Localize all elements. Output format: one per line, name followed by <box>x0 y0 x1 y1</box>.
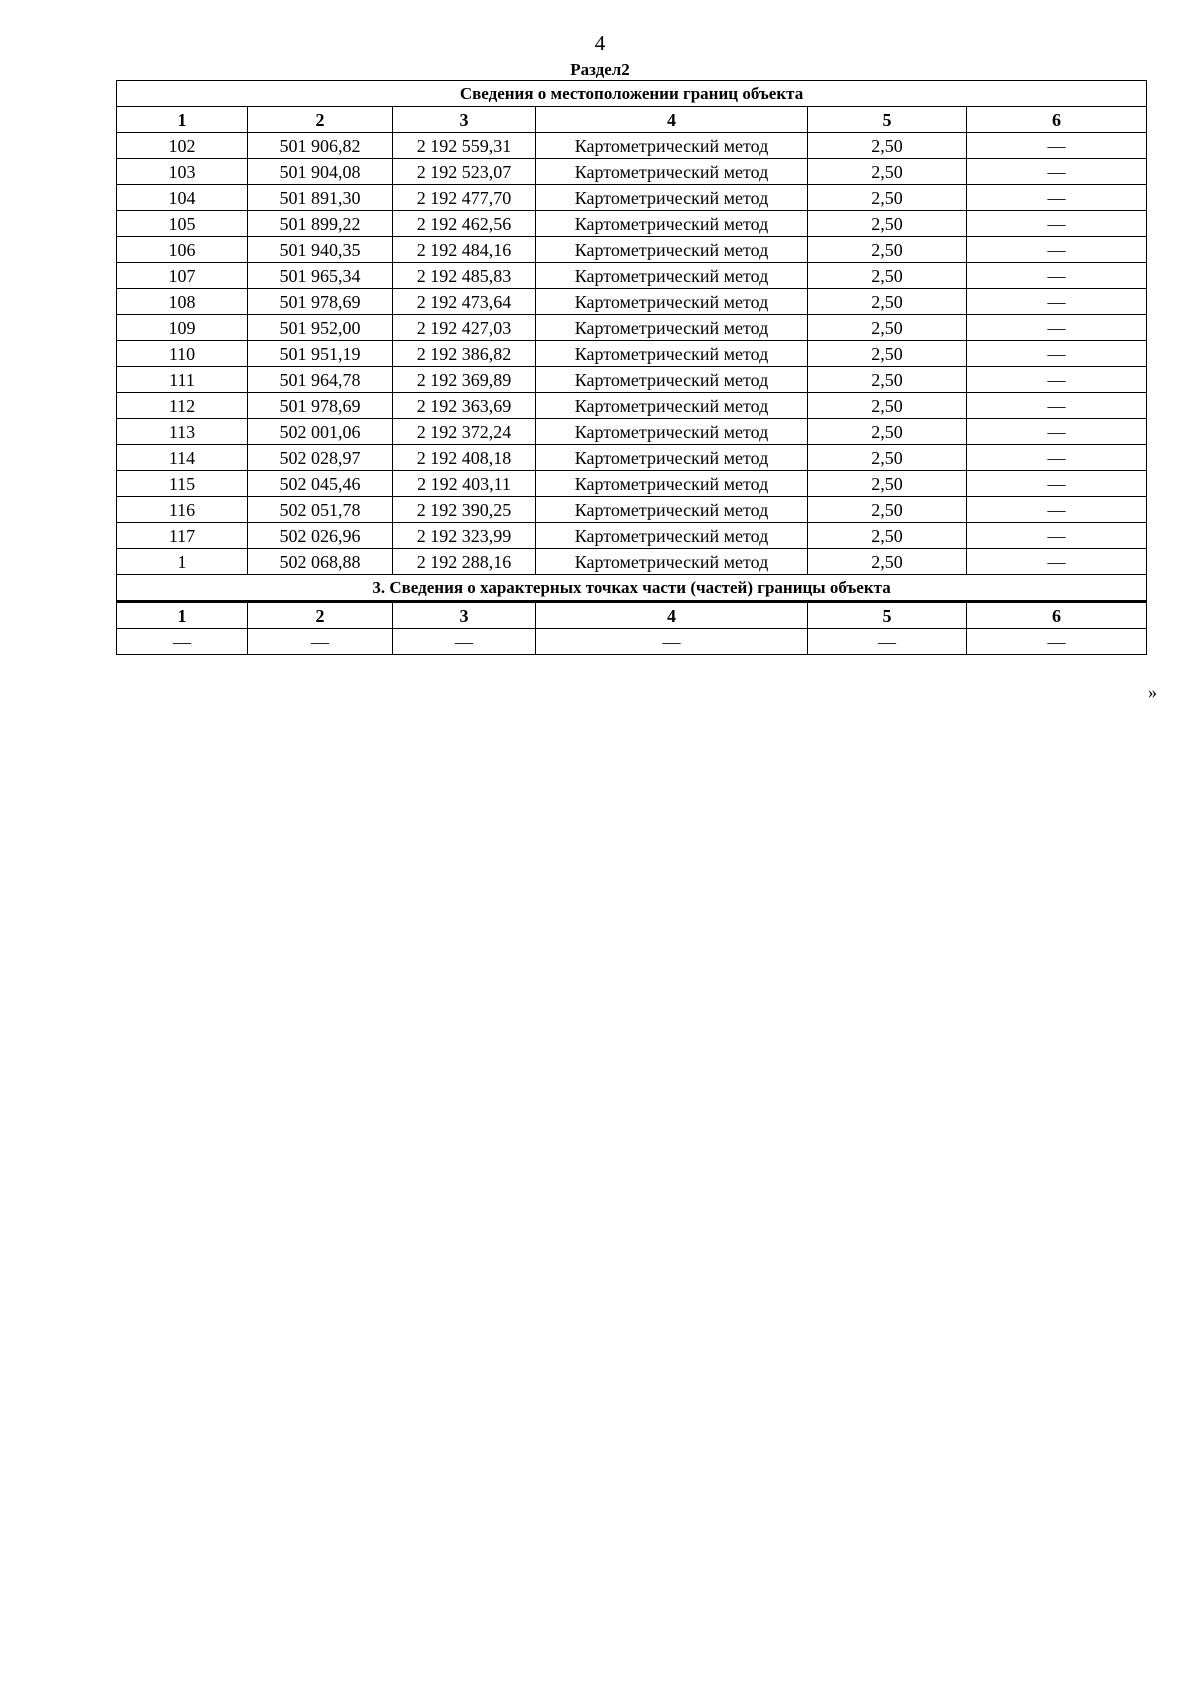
table-row <box>117 367 1147 393</box>
column-number: 4 <box>536 602 808 629</box>
table-cell: 1 <box>117 549 248 575</box>
column-number: 3 <box>393 107 536 133</box>
table-cell: 2 192 288,16 <box>393 549 536 575</box>
table-row <box>117 629 1147 655</box>
table-cell: — <box>967 341 1147 367</box>
table-cell: — <box>967 315 1147 341</box>
table-cell: 2,50 <box>808 289 967 315</box>
table-cell: 2 192 390,25 <box>393 497 536 523</box>
table-row <box>117 133 1147 159</box>
table-row <box>117 419 1147 445</box>
table-cell: 105 <box>117 211 248 237</box>
table-cell: 501 891,30 <box>248 185 393 211</box>
table-cell: Картометрический метод <box>536 445 808 471</box>
table-cell: 501 978,69 <box>248 289 393 315</box>
table-cell: 501 952,00 <box>248 315 393 341</box>
table-cell: Картометрический метод <box>536 419 808 445</box>
table-cell: 502 045,46 <box>248 471 393 497</box>
column-number-row <box>117 602 1147 629</box>
table-cell: 502 001,06 <box>248 419 393 445</box>
table-cell: Картометрический метод <box>536 341 808 367</box>
boundary-points-body <box>117 133 1147 575</box>
page-number: 4 <box>594 31 606 55</box>
table-cell: 501 899,22 <box>248 211 393 237</box>
table-cell: 502 068,88 <box>248 549 393 575</box>
table-cell: Картометрический метод <box>536 315 808 341</box>
table-cell: 501 964,78 <box>248 367 393 393</box>
table-cell: — <box>967 523 1147 549</box>
table-cell: 2,50 <box>808 315 967 341</box>
section-title: Раздел2 <box>570 60 630 79</box>
table-cell: 2,50 <box>808 185 967 211</box>
table-cell: 501 940,35 <box>248 237 393 263</box>
table-cell: 103 <box>117 159 248 185</box>
table-cell: 2,50 <box>808 523 967 549</box>
table-cell: 113 <box>117 419 248 445</box>
table-cell: — <box>967 289 1147 315</box>
table-cell: 111 <box>117 367 248 393</box>
table-cell: 2 192 369,89 <box>393 367 536 393</box>
table-cell: 2,50 <box>808 471 967 497</box>
table-cell: — <box>967 185 1147 211</box>
table-cell: — <box>967 629 1147 655</box>
table-cell: 501 906,82 <box>248 133 393 159</box>
table-cell: 2 192 523,07 <box>393 159 536 185</box>
table-cell: 116 <box>117 497 248 523</box>
table-cell: 501 951,19 <box>248 341 393 367</box>
column-number-row <box>117 107 1147 133</box>
table-cell: 2 192 484,16 <box>393 237 536 263</box>
boundary-coordinates-table <box>116 80 1147 655</box>
closing-quote: » <box>1148 682 1157 702</box>
table-cell: 2 192 477,70 <box>393 185 536 211</box>
column-number: 2 <box>248 602 393 629</box>
table-cell: 115 <box>117 471 248 497</box>
table-row <box>117 523 1147 549</box>
table-row <box>117 263 1147 289</box>
table-cell: 2 192 363,69 <box>393 393 536 419</box>
table-cell: — <box>967 549 1147 575</box>
table-cell: 102 <box>117 133 248 159</box>
table-row <box>117 471 1147 497</box>
column-number: 5 <box>808 602 967 629</box>
table-cell: — <box>967 133 1147 159</box>
table-cell: 501 965,34 <box>248 263 393 289</box>
table-row <box>117 497 1147 523</box>
table-cell: 2,50 <box>808 497 967 523</box>
table-cell: 501 904,08 <box>248 159 393 185</box>
table-cell: 2 192 323,99 <box>393 523 536 549</box>
table-cell: Картометрический метод <box>536 393 808 419</box>
part-points-body <box>117 629 1147 655</box>
table-cell: 502 026,96 <box>248 523 393 549</box>
table-row <box>117 185 1147 211</box>
table-cell: — <box>967 367 1147 393</box>
table-cell: — <box>117 629 248 655</box>
table-cell: 502 051,78 <box>248 497 393 523</box>
table-cell: 501 978,69 <box>248 393 393 419</box>
table-cell: Картометрический метод <box>536 497 808 523</box>
table-cell: Картометрический метод <box>536 185 808 211</box>
table-cell: 2,50 <box>808 263 967 289</box>
table-cell: — <box>967 471 1147 497</box>
table-cell: Картометрический метод <box>536 211 808 237</box>
table-cell: Картометрический метод <box>536 471 808 497</box>
table-cell: 2 192 485,83 <box>393 263 536 289</box>
table-cell: Картометрический метод <box>536 159 808 185</box>
table-cell: 2,50 <box>808 367 967 393</box>
column-number: 6 <box>967 602 1147 629</box>
table-cell: 2 192 386,82 <box>393 341 536 367</box>
table-cell: 106 <box>117 237 248 263</box>
table-cell: 2,50 <box>808 445 967 471</box>
table-row <box>117 159 1147 185</box>
table-cell: — <box>967 445 1147 471</box>
table-cell: Картометрический метод <box>536 523 808 549</box>
table-cell: 2 192 403,11 <box>393 471 536 497</box>
table-cell: 2,50 <box>808 237 967 263</box>
table-cell: 2 192 559,31 <box>393 133 536 159</box>
table-cell: 2,50 <box>808 159 967 185</box>
table-cell: 117 <box>117 523 248 549</box>
table-row <box>117 289 1147 315</box>
table-cell: 110 <box>117 341 248 367</box>
table-cell: — <box>967 237 1147 263</box>
table-cell: 114 <box>117 445 248 471</box>
table-row <box>117 393 1147 419</box>
table-heading-location: Сведения о местоположении границ объекта <box>117 81 1147 107</box>
table-cell: 2,50 <box>808 211 967 237</box>
table-cell: — <box>967 393 1147 419</box>
table-cell: 112 <box>117 393 248 419</box>
table-cell: — <box>967 211 1147 237</box>
table-cell: Картометрический метод <box>536 367 808 393</box>
table-cell: 2 192 372,24 <box>393 419 536 445</box>
column-number: 1 <box>117 602 248 629</box>
table-cell: 2 192 462,56 <box>393 211 536 237</box>
table-cell: Картометрический метод <box>536 549 808 575</box>
table-row <box>117 549 1147 575</box>
table-cell: 108 <box>117 289 248 315</box>
table-cell: 2 192 473,64 <box>393 289 536 315</box>
column-number: 1 <box>117 107 248 133</box>
table-row <box>117 237 1147 263</box>
table-row <box>117 315 1147 341</box>
table-heading-row <box>117 575 1147 602</box>
column-number: 5 <box>808 107 967 133</box>
table-cell: 2,50 <box>808 549 967 575</box>
column-number: 4 <box>536 107 808 133</box>
table-cell: 2 192 408,18 <box>393 445 536 471</box>
table-cell: — <box>967 419 1147 445</box>
table-cell: — <box>808 629 967 655</box>
table-cell: 2,50 <box>808 341 967 367</box>
column-number: 3 <box>393 602 536 629</box>
table-cell: Картометрический метод <box>536 263 808 289</box>
table-heading-part-points: 3. Сведения о характерных точках части (частей) границы объекта <box>117 575 1147 602</box>
table-row <box>117 211 1147 237</box>
table-cell: 2 192 427,03 <box>393 315 536 341</box>
table-row <box>117 341 1147 367</box>
table-cell: 502 028,97 <box>248 445 393 471</box>
table-cell: — <box>536 629 808 655</box>
column-number: 6 <box>967 107 1147 133</box>
table-row <box>117 445 1147 471</box>
table-cell: — <box>967 159 1147 185</box>
table-cell: 2,50 <box>808 419 967 445</box>
table-heading-row <box>117 81 1147 107</box>
table-cell: 104 <box>117 185 248 211</box>
table-cell: — <box>248 629 393 655</box>
table-cell: — <box>967 263 1147 289</box>
table-cell: Картометрический метод <box>536 237 808 263</box>
table-cell: Картометрический метод <box>536 133 808 159</box>
table-cell: Картометрический метод <box>536 289 808 315</box>
table-cell: 2,50 <box>808 393 967 419</box>
table-cell: — <box>967 497 1147 523</box>
table-cell: 109 <box>117 315 248 341</box>
table-cell: — <box>393 629 536 655</box>
table-cell: 107 <box>117 263 248 289</box>
table-cell: 2,50 <box>808 133 967 159</box>
column-number: 2 <box>248 107 393 133</box>
